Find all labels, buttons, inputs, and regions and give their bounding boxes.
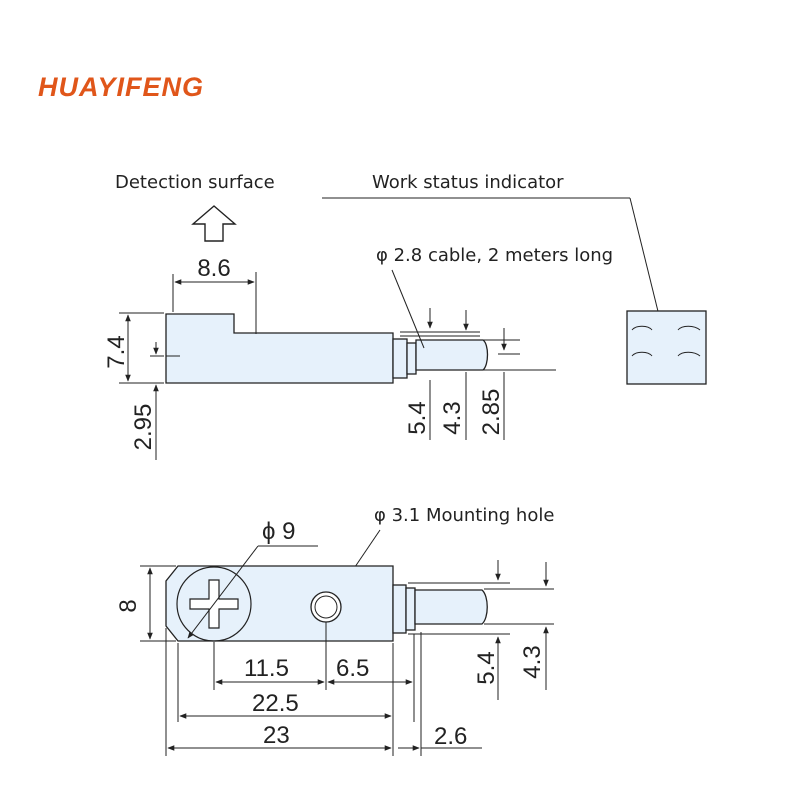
dim-d2: 6.5 xyxy=(336,655,370,682)
sensor-end-view xyxy=(627,311,706,384)
dim-top-cable-a: 5.4 xyxy=(473,651,500,685)
dim-d1: 11.5 xyxy=(244,655,289,682)
dim-top-cable-b: 4.3 xyxy=(519,645,546,679)
dim-d5: 2.6 xyxy=(434,723,468,750)
dim-d4: 23 xyxy=(263,722,290,749)
detection-surface-label: Detection surface xyxy=(115,172,275,193)
detection-arrow-icon xyxy=(193,206,235,241)
dim-step: 2.95 xyxy=(130,403,157,451)
dim-phi: ϕ 9 xyxy=(262,518,296,545)
cable-boot xyxy=(393,339,407,378)
cable-label: φ 2.8 cable, 2 meters long xyxy=(376,245,614,266)
sensor-side-body xyxy=(166,314,393,383)
cable-side xyxy=(416,340,488,370)
dim-cable-b: 4.3 xyxy=(439,401,466,435)
dim-top-height: 8 xyxy=(115,599,142,613)
dim-cable-a: 5.4 xyxy=(404,401,431,435)
cable-boot-top xyxy=(393,585,406,633)
dim-height: 7.4 xyxy=(103,335,130,369)
dim-cable-c: 2.85 xyxy=(478,388,505,436)
indicator-label: Work status indicator xyxy=(372,172,564,193)
brand-logo: HUAYIFENG xyxy=(38,72,205,102)
cable-top xyxy=(415,590,487,624)
dim-d3: 22.5 xyxy=(252,690,299,717)
dim-top-width: 8.6 xyxy=(197,255,231,282)
mounting-hole-label: φ 3.1 Mounting hole xyxy=(374,505,555,526)
